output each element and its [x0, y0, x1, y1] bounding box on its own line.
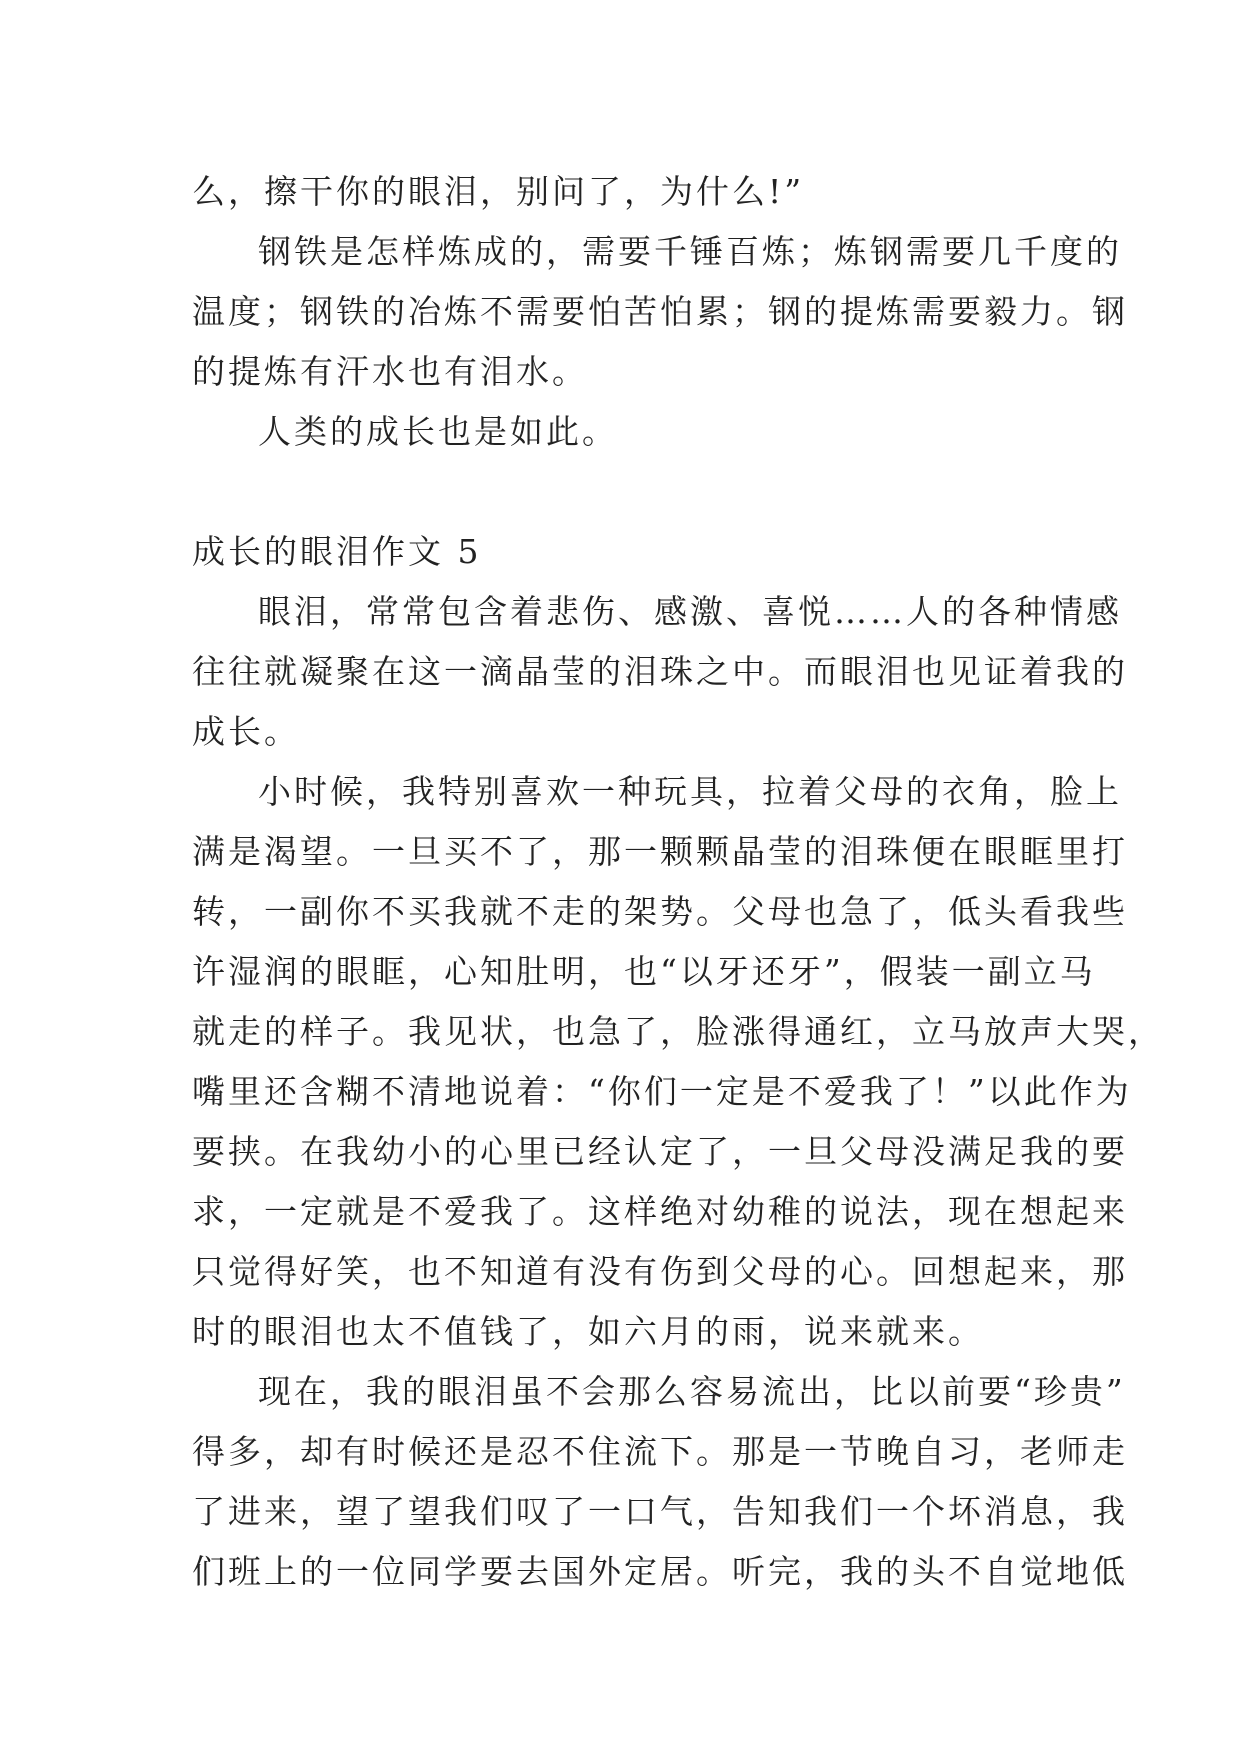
text-line: 满是渴望。一旦买不了，那一颗颗晶莹的泪珠便在眼眶里打: [192, 832, 1128, 871]
text-line: 眼泪，常常包含着悲伤、感激、喜悦……人的各种情感: [258, 592, 1122, 631]
document-page: [192, 162, 1164, 1602]
text-line: 钢铁是怎样炼成的，需要千锤百炼；炼钢需要几千度的: [258, 232, 1122, 271]
text-line: 成长。: [192, 712, 300, 751]
text-line: 们班上的一位同学要去国外定居。听完，我的头不自觉地低: [192, 1552, 1128, 1591]
text-line: 人类的成长也是如此。: [258, 412, 618, 451]
section-title: 成长的眼泪作文 5: [192, 532, 482, 571]
text-line: 只觉得好笑，也不知道有没有伤到父母的心。回想起来，那: [192, 1252, 1128, 1291]
text-line: 就走的样子。我见状，也急了，脸涨得通红，立马放声大哭，: [192, 1012, 1164, 1051]
text-line: 的提炼有汗水也有泪水。: [192, 352, 588, 391]
text-line: 时的眼泪也太不值钱了，如六月的雨，说来就来。: [192, 1312, 984, 1351]
text-line: 现在，我的眼泪虽不会那么容易流出，比以前要“珍贵”: [258, 1372, 1126, 1411]
text-line: 了进来，望了望我们叹了一口气，告知我们一个坏消息，我: [192, 1492, 1128, 1531]
text-line: 转，一副你不买我就不走的架势。父母也急了，低头看我些: [192, 892, 1128, 931]
text-line: 求，一定就是不爱我了。这样绝对幼稚的说法，现在想起来: [192, 1192, 1128, 1231]
text-line: 得多，却有时候还是忍不住流下。那是一节晚自习，老师走: [192, 1432, 1128, 1471]
text-line: 往往就凝聚在这一滴晶莹的泪珠之中。而眼泪也见证着我的: [192, 652, 1128, 691]
text-line: 许湿润的眼眶，心知肚明，也“以牙还牙”，假装一副立马: [192, 952, 1096, 991]
text-line: 温度；钢铁的冶炼不需要怕苦怕累；钢的提炼需要毅力。钢: [192, 292, 1128, 331]
text-line: 么，擦干你的眼泪，别问了，为什么!”: [192, 172, 805, 211]
text-line: 要挟。在我幼小的心里已经认定了，一旦父母没满足我的要: [192, 1132, 1128, 1171]
text-line: 嘴里还含糊不清地说着：“你们一定是不爱我了！”以此作为: [192, 1072, 1132, 1111]
text-line: 小时候，我特别喜欢一种玩具，拉着父母的衣角，脸上: [258, 772, 1122, 811]
